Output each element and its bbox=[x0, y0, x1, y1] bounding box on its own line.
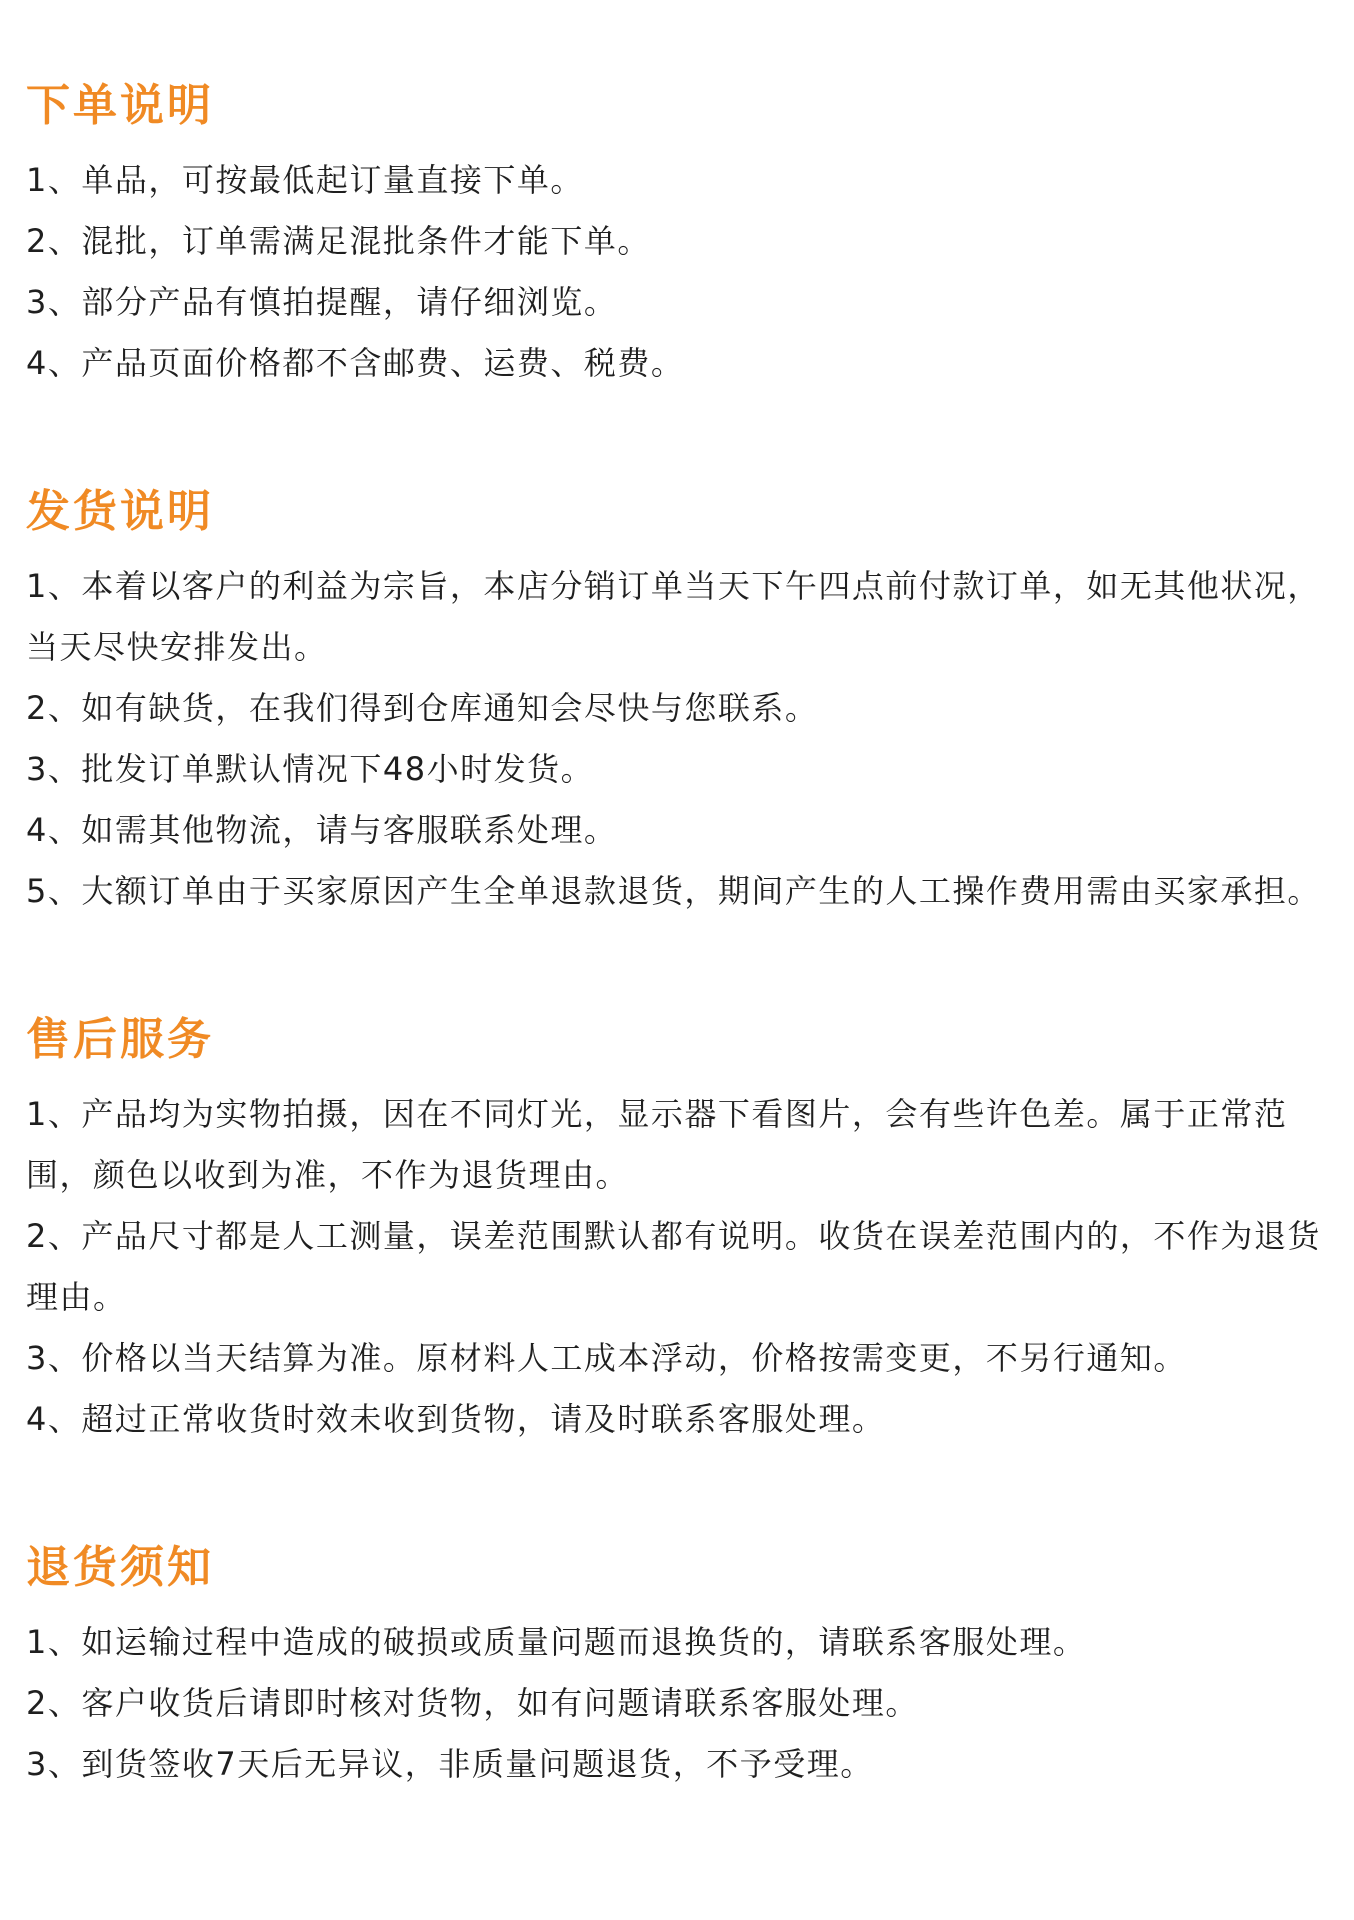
section-title: 退货须知 bbox=[26, 1542, 214, 1593]
section-title: 售后服务 bbox=[26, 1014, 214, 1065]
list-item: 2、混批，订单需满足混批条件才能下单。 bbox=[26, 222, 651, 260]
list-item: 1、单品，可按最低起订量直接下单。 bbox=[26, 161, 584, 199]
section-title: 下单说明 bbox=[26, 80, 214, 131]
list-item: 2、客户收货后请即时核对货物，如有问题请联系客服处理。 bbox=[26, 1684, 919, 1722]
item-list bbox=[26, 1612, 1328, 1795]
list-item: 2、产品尺寸都是人工测量，误差范围默认都有说明。收货在误差范围内的，不作为退货理由。 bbox=[26, 1217, 1321, 1316]
item-list bbox=[26, 556, 1328, 922]
list-item: 3、部分产品有慎拍提醒，请仔细浏览。 bbox=[26, 283, 618, 321]
section-after-sales-service bbox=[26, 1008, 1328, 1450]
section-order-instructions bbox=[26, 74, 1328, 394]
list-item: 1、如运输过程中造成的破损或质量问题而退换货的，请联系客服处理。 bbox=[26, 1623, 1087, 1661]
item-list bbox=[26, 150, 1328, 394]
list-item: 3、批发订单默认情况下48小时发货。 bbox=[26, 750, 595, 788]
list-item: 3、到货签收7天后无异议，非质量问题退货，不予受理。 bbox=[26, 1745, 874, 1783]
list-item: 4、如需其他物流，请与客服联系处理。 bbox=[26, 811, 618, 849]
section-title: 发货说明 bbox=[26, 486, 214, 537]
list-item: 5、大额订单由于买家原因产生全单退款退货，期间产生的人工操作费用需由买家承担。 bbox=[26, 872, 1321, 910]
list-item: 4、超过正常收货时效未收到货物，请及时联系客服处理。 bbox=[26, 1400, 886, 1438]
list-item: 3、价格以当天结算为准。原材料人工成本浮动，价格按需变更，不另行通知。 bbox=[26, 1339, 1187, 1377]
list-item: 1、产品均为实物拍摄，因在不同灯光，显示器下看图片，会有些许色差。属于正常范围，颜色以收到为准，不作为退货理由。 bbox=[26, 1095, 1288, 1194]
item-list bbox=[26, 1084, 1328, 1450]
list-item: 1、本着以客户的利益为宗旨，本店分销订单当天下午四点前付款订单，如无其他状况， 当天尽快安排发出。 bbox=[26, 567, 1321, 666]
list-item: 2、如有缺货，在我们得到仓库通知会尽快与您联系。 bbox=[26, 689, 819, 727]
section-shipping-instructions bbox=[26, 480, 1328, 922]
section-return-policy bbox=[26, 1536, 1328, 1795]
list-item: 4、产品页面价格都不含邮费、运费、税费。 bbox=[26, 344, 685, 382]
